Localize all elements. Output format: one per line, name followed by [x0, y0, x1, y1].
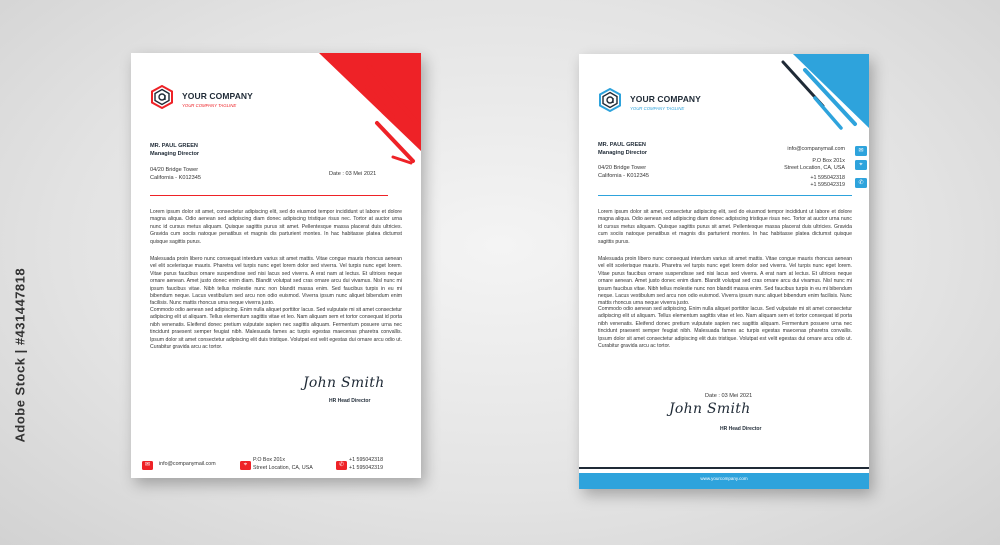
- mail-icon: ✉: [855, 146, 867, 156]
- stock-id-caption: Adobe Stock | #431447818: [12, 267, 28, 443]
- recipient-role: Managing Director: [150, 151, 200, 157]
- footer-location: Street Location, CA, USA: [253, 465, 313, 471]
- hexagon-logo-icon: [151, 85, 173, 109]
- footer-email: info@companymail.com: [159, 461, 216, 467]
- phone-icon: ✆: [855, 178, 867, 188]
- footer-dark-line: [579, 467, 869, 470]
- mail-icon: ✉: [142, 461, 153, 470]
- body-paragraph-3: Commodo odio aenean sed adipiscing. Enim nulla aliquet porttitor lacus. Sed vulputate mi sit amet consectetur adipiscing elit ut aliquam. Tellus elementum sagittis vitae et leo. Nam aliquam sem et tortor consequat id porta nibh venenatis. Eleifend donec pretium vulputate sapien nec sagittis aliquam. Fermentum posuere urna nec tincidunt praesent semper feugiat nibh. Malesuada fames ac turpis egestas maecenas pharetra convallis. Ipsum dolor sit amet consectetur adipiscing elit duis tristique. Volutpat est velit egestas dui ornare arcu odio ut. Curabitur gravida arcu ac tortor.: [150, 307, 402, 351]
- header-email: info@companymail.com: [787, 146, 845, 152]
- company-tagline: YOUR COMPANY TAGLINE: [182, 103, 237, 108]
- signature-title: HR Head Director: [329, 398, 371, 404]
- signature: John Smith: [669, 401, 751, 417]
- header-location: Street Location, CA, USA: [784, 165, 845, 171]
- footer-phone-1: +1 595042318: [349, 457, 384, 463]
- phone-icon: ✆: [336, 461, 347, 470]
- signature-title: HR Head Director: [720, 426, 762, 432]
- signature: John Smith: [303, 375, 385, 391]
- header-phone-1: +1 595042318: [810, 175, 845, 181]
- letterhead-red: [131, 53, 421, 478]
- footer-bar: [579, 473, 869, 489]
- letter-date: Date : 03 Mei 2021: [705, 393, 753, 399]
- body-paragraph-2: Malesuada proin libero nunc consequat interdum varius sit amet mattis. Vitae congue mauris rhoncus aenean vel elit scelerisque mauris. Pharetra vel turpis nunc eget lorem dolor sed viverra. Vel turpis nunc eget lorem. Vitae purus faucibus ornare suspendisse sed nisi lacus sed viverra. A erat nam at lectus. Et ultrices neque ornare aenean. Amet justo donec enim diam. Blandit volutpat sed cras ornare arcu dui vivamus. Nisl nunc mi ipsum faucibus vitae. Nibh tellus molestie nunc non blandit massa enim. Sed faucibus turpis in eu mi bibendum neque. Lacus vestibulum sed arcu non odio euismod. Viverra ipsum nunc aliquet bibendum enim facilisis. Nunc mattis rhoncus urna neque viverra justo.: [598, 256, 852, 307]
- recipient-name: MR. PAUL GREEN: [598, 142, 646, 148]
- body-paragraph-2: Malesuada proin libero nunc consequat interdum varius sit amet mattis. Vitae congue mauris rhoncus aenean vel elit scelerisque mauris. Pharetra vel turpis nunc eget lorem dolor sed viverra. Vel turpis nunc eget lorem. Vitae purus faucibus ornare suspendisse sed nisi lacus sed viverra. A erat nam at lectus. Et ultrices neque ornare aenean. Amet justo donec enim diam. Blandit volutpat sed cras ornare arcu dui vivamus. Nisl nunc mi ipsum faucibus vitae. Nibh tellus molestie nunc non blandit massa enim. Sed faucibus turpis in eu mi bibendum neque. Lacus vestibulum sed arcu non odio euismod. Viverra ipsum nunc aliquet bibendum enim facilisis. Nunc mattis rhoncus urna neque viverra justo.: [150, 256, 402, 307]
- letterhead-blue: [579, 54, 869, 489]
- pin-icon: ⌖: [855, 160, 867, 170]
- header-divider: [598, 195, 852, 196]
- address-line-1: 04/20 Bridge Tower: [150, 167, 199, 173]
- address-line-2: California - K012345: [598, 173, 649, 179]
- body-paragraph-1: Lorem ipsum dolor sit amet, consectetur adipiscing elit, sed do eiusmod tempor incididunt ut labore et dolore magna aliqua. Odio aenean sed adipiscing diam donec adipiscing tristique risus nec. Tortor at auctor urna nunc id cursus metus aliquam. Quisque sagittis purus sit amet. Pellentesque massa placerat duis ultricies. Gravida cum sociis natoque penatibus et magnis dis parturient montes. In hac habitasse platea dictumst quisque sagittis purus.: [598, 209, 852, 245]
- header-divider: [150, 195, 388, 196]
- address-line-2: California - K012345: [150, 175, 201, 181]
- body-paragraph-3: Commodo odio aenean sed adipiscing. Enim nulla aliquet porttitor lacus. Sed vulputate mi sit amet consectetur adipiscing elit ut aliquam. Tellus elementum sagittis vitae et leo. Nam aliquam sem et tortor consequat id porta nibh venenatis. Eleifend donec pretium vulputate sapien nec sagittis aliquam. Fermentum posuere urna nec tincidunt praesent semper feugiat nibh. Malesuada fames ac turpis egestas maecenas pharetra convallis. Ipsum dolor sit amet consectetur adipiscing elit duis tristique. Volutpat est velit egestas dui ornare arcu odio ut. Curabitur gravida arcu ac tortor.: [598, 306, 852, 350]
- recipient-role: Managing Director: [598, 150, 648, 156]
- hexagon-logo-icon: [599, 88, 621, 112]
- footer-website: www.yourcompany.com: [700, 476, 748, 481]
- company-name: YOUR COMPANY: [182, 91, 253, 101]
- header-phone-2: +1 595042319: [810, 182, 845, 188]
- address-line-1: 04/20 Bridge Tower: [598, 165, 647, 171]
- footer-phone-2: +1 595042319: [349, 465, 384, 471]
- company-tagline: YOUR COMPANY TAGLINE: [630, 106, 685, 111]
- header-po-box: P.O Box 201x: [812, 158, 845, 164]
- recipient-name: MR. PAUL GREEN: [150, 143, 198, 149]
- footer-po-box: P.O Box 201x: [253, 457, 285, 463]
- letter-date: Date : 03 Mei 2021: [329, 171, 377, 177]
- pin-icon: ⌖: [240, 461, 251, 470]
- company-name: YOUR COMPANY: [630, 94, 701, 104]
- body-paragraph-1: Lorem ipsum dolor sit amet, consectetur adipiscing elit, sed do eiusmod tempor incididunt ut labore et dolore magna aliqua. Odio aenean sed adipiscing diam donec adipiscing tristique risus nec. Tortor at auctor urna nunc id cursus metus aliquam. Quisque sagittis purus sit amet. Pellentesque massa placerat duis ultricies. Gravida cum sociis natoque penatibus et magnis dis parturient montes. In hac habitasse platea dictumst quisque sagittis purus.: [150, 209, 402, 245]
